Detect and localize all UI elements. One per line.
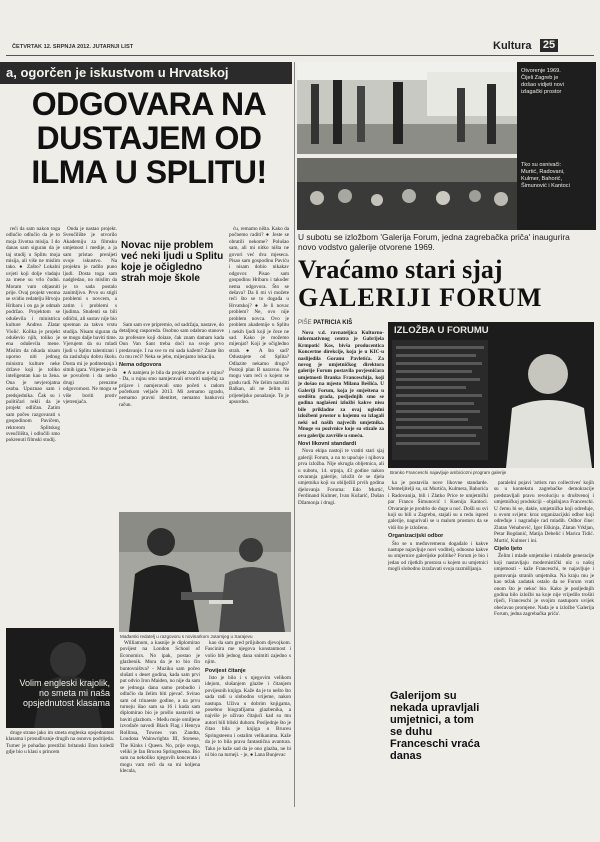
right-col1-subhead: Novi likovni standardi xyxy=(298,440,357,447)
archive-caption-top: Otvorenje 1969. Čijeli Zagreb je došao vidjeti novi izlagački prostor xyxy=(521,68,564,95)
poster-caption: Branko Franceschi najavljuje ambiciozni program galerije xyxy=(390,470,507,475)
left-headline xyxy=(4,87,294,189)
poster-photo xyxy=(388,322,594,468)
right-pull-quote: Galerijom su nekada upravljali umjetnici, a tom se duhu Franceschi vraća danas xyxy=(390,690,480,762)
left-body-col-3 xyxy=(119,322,224,510)
left-headline-line-2: DUSTAJEM OD xyxy=(36,120,262,156)
left-headline-line-1: ODGOVARA NA xyxy=(31,87,267,122)
page-header xyxy=(0,38,600,58)
page-number: 25 xyxy=(540,39,558,52)
byline-prefix: PIŠE xyxy=(298,320,312,326)
quote-text: Volim engleski krajolik, no smeta mi naša opsjednutost klasama xyxy=(19,678,110,708)
left-col5-text: druge strane jako im smeta engleska opsjednutost klasama i prosuđivanje drugih na osnovu podrijetla. Turner je pohađao prestižni britanski Eton koledž gdje bio u klasi s princem xyxy=(6,730,114,756)
left-body-col-2 xyxy=(63,226,117,510)
left-body-col-6 xyxy=(120,640,200,806)
right-body-col-1 xyxy=(298,330,384,808)
left-col3-subhead: Nema odgovora xyxy=(119,362,162,369)
quote-photo xyxy=(6,628,114,728)
right-col3-text: paralelni pojavi 'artists run collectives' kojih su u kontekstu zagrebačke demokracije predstavljali pravu revoluciju u društvenoj i umjetničkoj produkciji - objašnjava Franceschi. U čemu bi se, dakle, umjetnička koji određuje, u ovom svijetu: kroz organizacijski odbor koji određuje i nagrađuje rad mladih. Odbor čine: Zlatan Vehabović, Igor Eškinja, Zlatan Vrkljan, Petar Bogdanić, Matija Debelić i Marica Tidić. Murtić, Kulmer i ini. xyxy=(494,480,594,544)
right-col2-text: ka je postavila nove likovne standarde. Utemeljitelji su, uz Murtića, Kulmera, Bahorića i Radovanija, bili i Zlatko Price te umjetnički par Franco Šimunović i Ksenija Kantoci. Otvaranje je prodrlo do duge u noć. Došli su svi koji su bili u Zagrebu, stajali su u redu ispred galerije, nagurivali se u malom prostoru da se vidi što je izloženo. xyxy=(388,480,488,531)
right-deck: U subotu se izložbom 'Galerija Forum, jedna zagrebačka priča' inaugurira novo vodstvo galerije otvorene 1969. xyxy=(298,232,570,252)
right-body-col-3 xyxy=(494,480,594,808)
left-col1-text: reći da sam nakon toga odlučio odlučio da je to moja životna misija. I do danas sam siguran da je taj studij u Splitu moja misija, ali više ne mislim tako. ● Zašto? Lokalni uvjeti koji dolje vladaju za mene su vrlo čudni. Moram vam objasniti prije. Ovaj projekt veoma se svidio redatelju Hrvoju Hribaru i on ga je odmah podržao. Projektom se oduševila i ministrica kulture Andrea Zlatar Violić. Kolika je projekt oduševio njih, toliko je ena oduševila mene. Mislim da nikada nisam uporno niti jednog ministra kulture neke države koji je toliko inteligentan kao ta žena. Ona je nevjerojatna osoba. Upoznao sam i predsjednika. Čak su i političari rekli da je projekt odličan. Zatim sam počeo razgovarati s gospodinom Pavičem, rektorom Splitskog sveučilišta, i odlučili smo pokrenuti filmski studij. xyxy=(6,226,60,444)
right-col2-more: Što se u međuvremenu događalo i kakve nastupe najavljuje novi voditelj, odnosno kakve su smjernice galerijske politike? Forum je bio i jedan od rijetkih prostora u kojem su umjetnici mogli slobodno izražavati svoja razmišljanja. xyxy=(388,540,488,573)
left-col3-question: ● A namjera je bila da projekt započne u rujnu? - Da, u rujnu smo namjeravali otvoriti natječaj za prijave i namjeravali smo početi s radom početkom veljače 2013. Mi zemamo zgradu, nemamo pravni identitet, nemamo bankovni račun. xyxy=(119,369,224,408)
left-body-col-1 xyxy=(6,226,60,510)
left-col3-text: Sam sam sve pripremio, od sadržaja, nastave, do detaljnog rasporeda. Osobno sam odabrao stanove za profesore koji dolaze, čak znam damam kada Oun Van Sant treba doći na svoje prvo predavanje. I na sve to mi sada kažem? Znate što ću mu reći? Neka se jebu, mijenjamo lokaciju. xyxy=(119,322,224,361)
left-headline-line-3: ILMA U SPLITU! xyxy=(31,154,267,189)
date-line: ČETVRTAK 12. SRPNJA 2012. JUTARNJI LIST xyxy=(12,44,134,50)
left-col7-text: kao da sam gred priljubom djevojkom. Fascinira me njegova konstantnost i volio bih jednog dana snimiti zajedno s njim. xyxy=(205,640,291,666)
left-col7-subhead: Povijest čitanje xyxy=(205,667,246,674)
archive-caption-mid: Tko su osnivači: Murtić, Radovani, Kulmer, Bahorić, Šimunović i Kantoci xyxy=(521,162,570,189)
left-body-col-4 xyxy=(229,226,289,510)
left-body-col-5 xyxy=(6,730,114,802)
right-col3-subhead: Cijelo ljeto xyxy=(494,546,523,553)
left-kicker-band xyxy=(0,62,292,84)
left-body-col-7 xyxy=(205,640,291,806)
byline-name: PATRICIA KIŠ xyxy=(313,320,353,326)
archive-photo-top xyxy=(297,62,517,154)
left-col2-text: Onda je nastao projekt. Sveučilište je otvorilo Akademiju za filmsku umjetnost i medije, a ja sam pristao prenijeti svoje iskustvo. Na projektu je radilo puno ljudi. Dosta toga sam nadgledao, no mislim da je to sada postalo zanimljivo. Prvo su stigli problemi s novcem, a zatim i problemi s ljudima. Studenti su bili odlični, ali sustav nije bio spreman za takvu vrstu studija. Nisam siguran da se mogu dalje baviti time. Vjerujem da su mladi ljudi u Splitu talentirani i da zaslužuju dobru školu. Dosta mi je podmetanja i sitnih igara. Vrijeme je da se povučem i da netko drugi preuzme odgovornost. Ne mogu se više boriti protiv vjetrenjača. xyxy=(63,226,117,405)
archive-photo-bottom xyxy=(297,158,517,230)
section-name: Kultura xyxy=(493,40,532,52)
left-col6-text: Williamom, a kasnije je diplomirao povijest na London School of Economics. No ipak, postao je glazbenik. Mora da je to bio čin buntovništva? - Muziku sam počeo slušati s deset godina, kada sam prvi put odvio Iron Maiden, no nije da sam se jednoga dana samo probudio i odlučio da želim biti pjevač. Svirao sam od trinaeste godine, a na prvu turneju išao sam sa 16 i kada sam diplomirao bio je prošlo nastaviti se baviti glazbom. - Među moje omiljene izvođače navodi Black Flag i Henrya Rollinsa, Townes van Zandta, Loudona Wainwrighta III, Stonese, The Kinks i Queen. No, prije svega, veliki je fan Brucea Springsteena. Bio sam na nekoliko njegovih koncerata i mogu vam reći da su mi koljena klecala, xyxy=(120,640,200,775)
right-col1-more: Nova ekipa nastoji te vratiti stari sjaj galeriji Forum, a na to upućuje i njihova prva izložba. Nije okrugla obljetnica, ali u subotu, 14. srpnja, 43 godine nakon otvaranja galerije, izložit će se djela umjetnika koji su obilježili prvih godina djelovanja Foruma: Edo Murtić, Ferdinand Kulmer, Ivan Kožarić, Dušan Džamonja i drugi. xyxy=(298,448,384,506)
right-col1-text: Nova v.d. ravnateljica Kulturno-informativnog centra je Gabrijela Krmpotić Kos, bivša producentica Koncertne direkcije, koja je u KIC-u naslijedila Goranu Pavletića. Za novog je umjetničkog direktora galerije Forum postavila povjesničara umjetnosti Branka Franceschija, koji je došao na mjesto Milana Bešlića. U Galeriji Forum, koja je smještena u središtu grada, posljednjih smo se godina naglašeni izložbi kakve nisu bile prikladne za ovaj ugledni izložbeni prostor u kojemu su izlagali neki od naših najvećih umjetnika. Mnoge su pozivnice koje su stizale za ovu galeriju završile u smeću. xyxy=(298,330,384,439)
right-headline-line-1: Vraćamo stari sjaj xyxy=(298,255,503,284)
left-subhead: Novac nije problem već neki ljudi u Splitu koje je očigledno strah moje škole xyxy=(121,240,224,284)
header-rule xyxy=(6,55,594,56)
right-headline-line-2: GALERIJI FORUM xyxy=(298,283,543,312)
right-col3-more: Želim i mlađe umjetnike i mladeže generacije koji nastavljaju modernistički niz u našoj umjetnosti - kaže Franceschi, te najavljuje i gostovanja stranih umjetnika. Na kraju mu je kao težak zadatak ostalo da se Forum vrati onom što je nekoć bio. Kako je posljednjih godina bilo izložbi na koje nije vrijedilo trošiti riječi, Franceschi je svojim nastupom uvijek obećavao promjene. Nada je u izložbe 'Galerija Forum, jedna zagrebačka priča'. xyxy=(494,553,594,618)
archive-caption-box xyxy=(517,62,596,230)
interview-photo-caption: Mađarski redatelj u razgovoru s novinarkom Jutarnjeg u Sarajevu xyxy=(120,634,253,639)
left-kicker: a, ogorčen je iskustvom u Hrvatskoj xyxy=(6,65,229,80)
byline xyxy=(298,320,352,326)
right-headline xyxy=(298,256,594,312)
column-divider xyxy=(294,62,295,807)
left-col4-text: ću, remamo ništa. Kako da počnemo raditi? ● Jeste se obratili nekome? Polušao sam, ali mi nitko ništa ne govori već dva mjeseca. Pisao sam gospodinu Paviću i nisam dobio nikakav odgovor. Pisao sam gospodinu Hribaru i također nema odgovora. Što se dešava? Da li mi vi možete reći što se to događa u Hrvatskoj? ● Je li novac problem? Ne, ovo nije problem novca. Ovo je problem akademije u Splitu i nekih ljudi koji je čeze ne sad. Kako je možemo mijenjat? Koji je očigledno strah. ● A što sad? Odustajete od Splita? Odlazite nekamo drugo? Postoji plan B naravno. Ne mogu vam reći o kojem se gradu radi. Ne želim narušiti Balkan, ali ne želim ni prijeteljsko ponašanje. To je apsurdno. xyxy=(229,226,289,405)
right-body-col-2 xyxy=(388,480,488,686)
right-col2-subhead: Organizacijski odbor xyxy=(388,533,444,540)
interview-photo xyxy=(119,512,291,632)
poster-title: IZLOŽBA U FORUMU xyxy=(394,325,489,336)
left-col7-more: Isto je bilo i s njegovim velikom idejom, slušanjem glazbe i čitanjem povijesnih knjiga. Kaže da je to nešto što sada radi u slobodno vrijeme, nakon nastupa. Uživa u dobrim knjigama, posebno biografijama glazbenika, a najviše je uživao čitajući kad su mu autori bili bliski duhom. Posljednje što je čitao bila je knjiga o Bruceu Springsteenu i ostalim velikanima. Kaže da je to bila prava fantastična avantura. Tako je kaže sad da je ono glazba, ne bi ni bio na turneji. - je, ● Lana Bunjevac xyxy=(205,675,291,758)
